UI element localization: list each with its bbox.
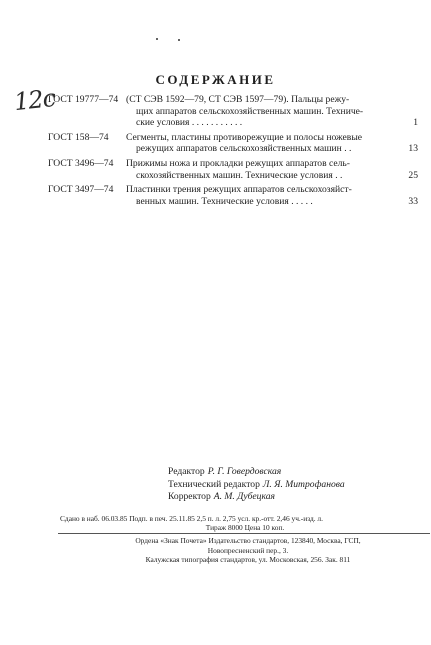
toc-entry-title	[126, 184, 400, 207]
toc-entry-page: 1	[413, 117, 418, 129]
publisher-block	[74, 536, 422, 565]
divider	[58, 533, 430, 534]
handwritten-mark: 12с	[12, 83, 57, 117]
toc-entry[interactable]	[48, 158, 418, 181]
credit-name: А. М. Дубецкая	[213, 491, 275, 502]
toc-entry[interactable]	[48, 184, 418, 207]
publisher-line: Ордена «Знак Почета» Издательство стандартов, 123840, Москва, ГСП,	[135, 536, 361, 545]
toc-entry-line: ские условия . . . . . . . . . . .	[136, 117, 243, 129]
toc-entry-title	[126, 94, 400, 129]
toc-entry-code: ГОСТ 3497—74	[48, 184, 114, 196]
credit-name: Л. Я. Митрофанова	[262, 478, 345, 490]
imprint-circulation: Тираж 8000 Цена 10 коп.	[205, 523, 285, 533]
page-title: СОДЕРЖАНИЕ	[155, 72, 276, 87]
toc-entry-code: ГОСТ 3496—74	[48, 157, 114, 169]
toc-entry-code: ГОСТ 158—74	[48, 131, 109, 143]
toc-entry-line: Прижимы ножа и прокладки режущих аппаратов сель-	[126, 157, 351, 169]
toc-entry-code: ГОСТ 19777—74	[48, 94, 119, 105]
toc-entry-line: щих аппаратов сельскохозяйственных машин. Техниче-	[136, 105, 364, 117]
toc-entry-page: 25	[408, 169, 418, 181]
toc-entry[interactable]	[48, 132, 418, 155]
table-of-contents	[48, 94, 418, 210]
credit-role: Технический редактор	[168, 478, 260, 490]
toc-entry-page: 13	[408, 143, 418, 155]
toc-entry-page: 33	[408, 195, 418, 207]
printer-line: Калужская типография стандартов, ул. Московская, 256. Зак. 811	[145, 555, 351, 565]
credit-proofreader	[168, 491, 345, 504]
credit-technical-editor	[168, 479, 345, 492]
credits-block	[168, 466, 345, 504]
toc-entry-title	[126, 132, 400, 155]
toc-entry-title	[126, 158, 400, 181]
toc-entry-line: венных машин. Технические условия . . . . .	[136, 195, 313, 207]
imprint-block	[60, 514, 430, 532]
top-marks	[150, 34, 210, 44]
toc-entry[interactable]	[48, 94, 418, 129]
toc-entry-line: режущих аппаратов сельскохозяйственных машин . .	[136, 143, 352, 155]
credit-role: Корректор	[168, 491, 211, 502]
toc-entry-line: скохозяйственных машин. Технические условия . .	[136, 169, 343, 181]
toc-entry-line: (СТ СЭВ 1592—79, СТ СЭВ 1597—79). Пальцы режу-	[126, 94, 350, 105]
credit-name: Р. Г. Говердовская	[207, 466, 282, 477]
credit-role: Редактор	[168, 466, 205, 477]
publisher-line: Новопресненский пер., 3.	[207, 545, 289, 555]
toc-entry-line: Пластинки трения режущих аппаратов сельскохозяйст-	[126, 184, 352, 196]
toc-entry-line: Сегменты, пластины противорежущие и полосы ножевые	[126, 131, 363, 143]
credit-editor	[168, 466, 345, 479]
imprint-dates: Сдано в наб. 06.03.85 Подп. в печ. 25.11.85 2,5 п. л. 2,75 усл. кр.-отт. 2,46 уч.-изд. л.	[60, 514, 323, 523]
